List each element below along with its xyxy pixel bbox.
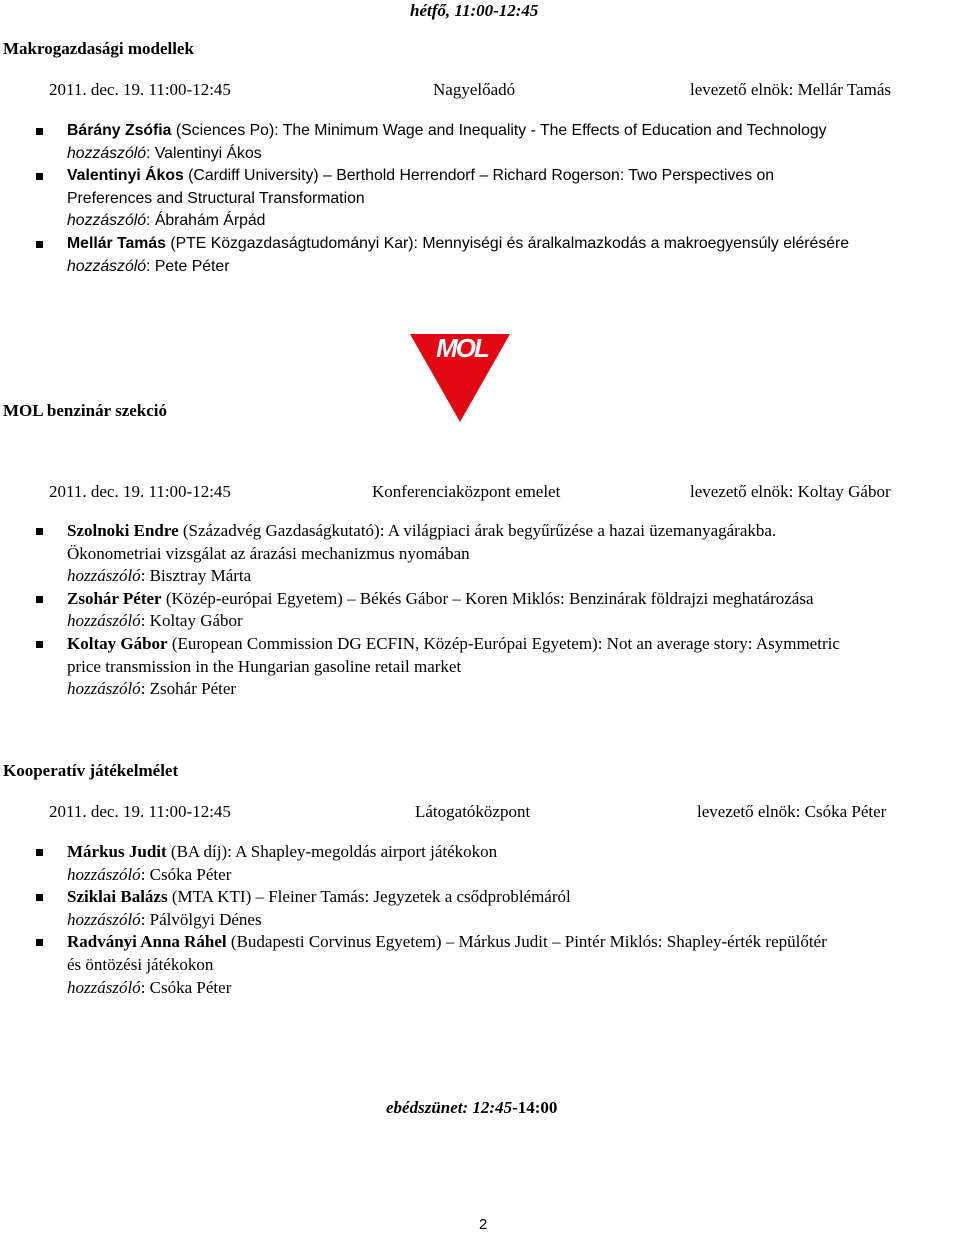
contributor-label: hozzászóló [67, 977, 141, 997]
lunch-break-end: -14:00 [512, 1098, 558, 1117]
talk-details: (Századvég Gazdaságkutató): A világpiaci árak begyűrűzése a hazai üzemanyagárakba. [178, 521, 777, 540]
list-item [0, 588, 960, 633]
speaker-name: Bárány Zsófia [67, 122, 172, 139]
talk-details: (PTE Közgazdaságtudományi Kar): Mennyiségi és áralkalmazkodás a makroegyensúly elérésére [165, 234, 850, 252]
session-chair: levezető elnök: Mellár Tamás [690, 80, 892, 99]
session-items-1 [0, 120, 960, 278]
list-item [0, 120, 960, 165]
bullet-icon [36, 241, 43, 248]
lunch-break-start: 12:45 [472, 1098, 513, 1117]
discussant-name: Zsohár Péter [149, 679, 237, 699]
session-title-makrogazdasagi: Makrogazdasági modellek [3, 39, 194, 58]
talk-details: (MTA KTI) – Fleiner Tamás: Jegyzetek a csődproblémáról [167, 887, 571, 907]
bullet-icon [36, 894, 43, 901]
contributor-label: hozzászóló [67, 257, 147, 275]
speaker-name: Mellár Tamás [67, 234, 166, 252]
speaker-name: Radványi Anna Ráhel [67, 932, 227, 952]
lunch-break-label: ebédszünet: [386, 1098, 473, 1117]
session-meta-2 [49, 481, 949, 504]
session-date-time: 2011. dec. 19. 11:00-12:45 [49, 802, 231, 821]
discussant-name: Pete Péter [154, 257, 230, 275]
discussant-colon: : [140, 909, 150, 929]
contributor-label: hozzászóló [67, 679, 141, 699]
list-item [0, 165, 960, 233]
list-item [0, 886, 960, 931]
contributor-label: hozzászóló [67, 144, 147, 162]
speaker-name: Szolnoki Endre [67, 521, 179, 540]
discussant-colon: : [146, 212, 155, 230]
lunch-break [386, 1097, 557, 1120]
discussant-name: Bisztray Márta [149, 566, 252, 586]
discussant-name: Koltay Gábor [149, 611, 243, 631]
session-title-mol: MOL benzinár szekció [3, 401, 168, 420]
talk-details: (BA díj): A Shapley-megoldás airport játékokon [166, 842, 498, 861]
discussant-name: Valentinyi Ákos [154, 144, 262, 162]
contributor-label: hozzászóló [67, 212, 147, 230]
contributor-label: hozzászóló [67, 864, 141, 884]
contributor-label: hozzászóló [67, 611, 141, 631]
session-items-2 [0, 520, 960, 701]
session-items-3 [0, 841, 960, 999]
discussant-colon: : [140, 566, 150, 586]
discussant-name: Csóka Péter [149, 977, 232, 997]
talk-details: (Közép-európai Egyetem) – Békés Gábor – Koren Miklós: Benzinárak földrajzi meghatározása [161, 588, 814, 608]
session-title-kooperativ: Kooperatív játékelmélet [3, 761, 179, 780]
list-item [0, 841, 960, 886]
session-date-time: 2011. dec. 19. 11:00-12:45 [49, 482, 231, 501]
session-room: Nagyelőadó [433, 80, 516, 99]
speaker-name: Márkus Judit [67, 842, 167, 861]
speaker-name: Sziklai Balázs [67, 887, 168, 907]
session-room: Látogatóközpont [415, 802, 531, 821]
page-number: 2 [479, 1216, 488, 1233]
talk-details-cont: Preferences and Structural Transformation [67, 189, 365, 207]
speaker-name: Valentinyi Ákos [67, 167, 184, 185]
bullet-icon [36, 128, 43, 135]
list-item [0, 633, 960, 701]
talk-details: (Cardiff University) – Berthold Herrendorf – Richard Rogerson: Two Perspectives on [183, 167, 775, 185]
speaker-name: Koltay Gábor [67, 633, 168, 653]
bullet-icon [36, 641, 43, 648]
svg-text:MOL: MOL [436, 334, 488, 363]
session-meta-3 [49, 801, 949, 824]
session-chair: levezető elnök: Csóka Péter [697, 802, 887, 821]
bullet-icon [36, 528, 43, 535]
discussant-colon: : [140, 679, 150, 699]
discussant-colon: : [140, 977, 150, 997]
session-meta-1 [49, 79, 949, 102]
mol-logo-icon [408, 334, 512, 424]
list-item [0, 520, 960, 588]
talk-details-cont: price transmission in the Hungarian gasoline retail market [67, 656, 462, 676]
discussant-name: Pálvölgyi Dénes [149, 909, 262, 929]
list-item [0, 931, 960, 999]
session-chair: levezető elnök: Koltay Gábor [690, 482, 891, 501]
bullet-icon [36, 849, 43, 856]
contributor-label: hozzászóló [67, 909, 141, 929]
discussant-colon: : [140, 864, 150, 884]
talk-details-cont: és öntözési játékokon [67, 954, 214, 974]
session-date-time: 2011. dec. 19. 11:00-12:45 [49, 80, 231, 99]
list-item [0, 233, 960, 278]
bullet-icon [36, 596, 43, 603]
discussant-colon: : [140, 611, 150, 631]
session-room: Konferenciaközpont emelet [372, 482, 561, 501]
day-header: hétfő, 11:00-12:45 [410, 1, 539, 20]
bullet-icon [36, 939, 43, 946]
talk-details-cont: Ökonometriai vizsgálat az árazási mechanizmus nyomában [67, 543, 470, 563]
talk-details: (Budapesti Corvinus Egyetem) – Márkus Judit – Pintér Miklós: Shapley-érték repülőtér [226, 932, 827, 952]
talk-details: (Sciences Po): The Minimum Wage and Inequality - The Effects of Education and Technology [171, 122, 827, 139]
discussant-name: Csóka Péter [149, 864, 232, 884]
speaker-name: Zsohár Péter [67, 588, 162, 608]
talk-details: (European Commission DG ECFIN, Közép-Európai Egyetem): Not an average story: Asymmetric [167, 633, 840, 653]
discussant-name: Ábrahám Árpád [154, 212, 266, 230]
contributor-label: hozzászóló [67, 566, 141, 586]
discussant-colon: : [146, 257, 155, 275]
discussant-colon: : [146, 144, 155, 162]
bullet-icon [36, 173, 43, 180]
